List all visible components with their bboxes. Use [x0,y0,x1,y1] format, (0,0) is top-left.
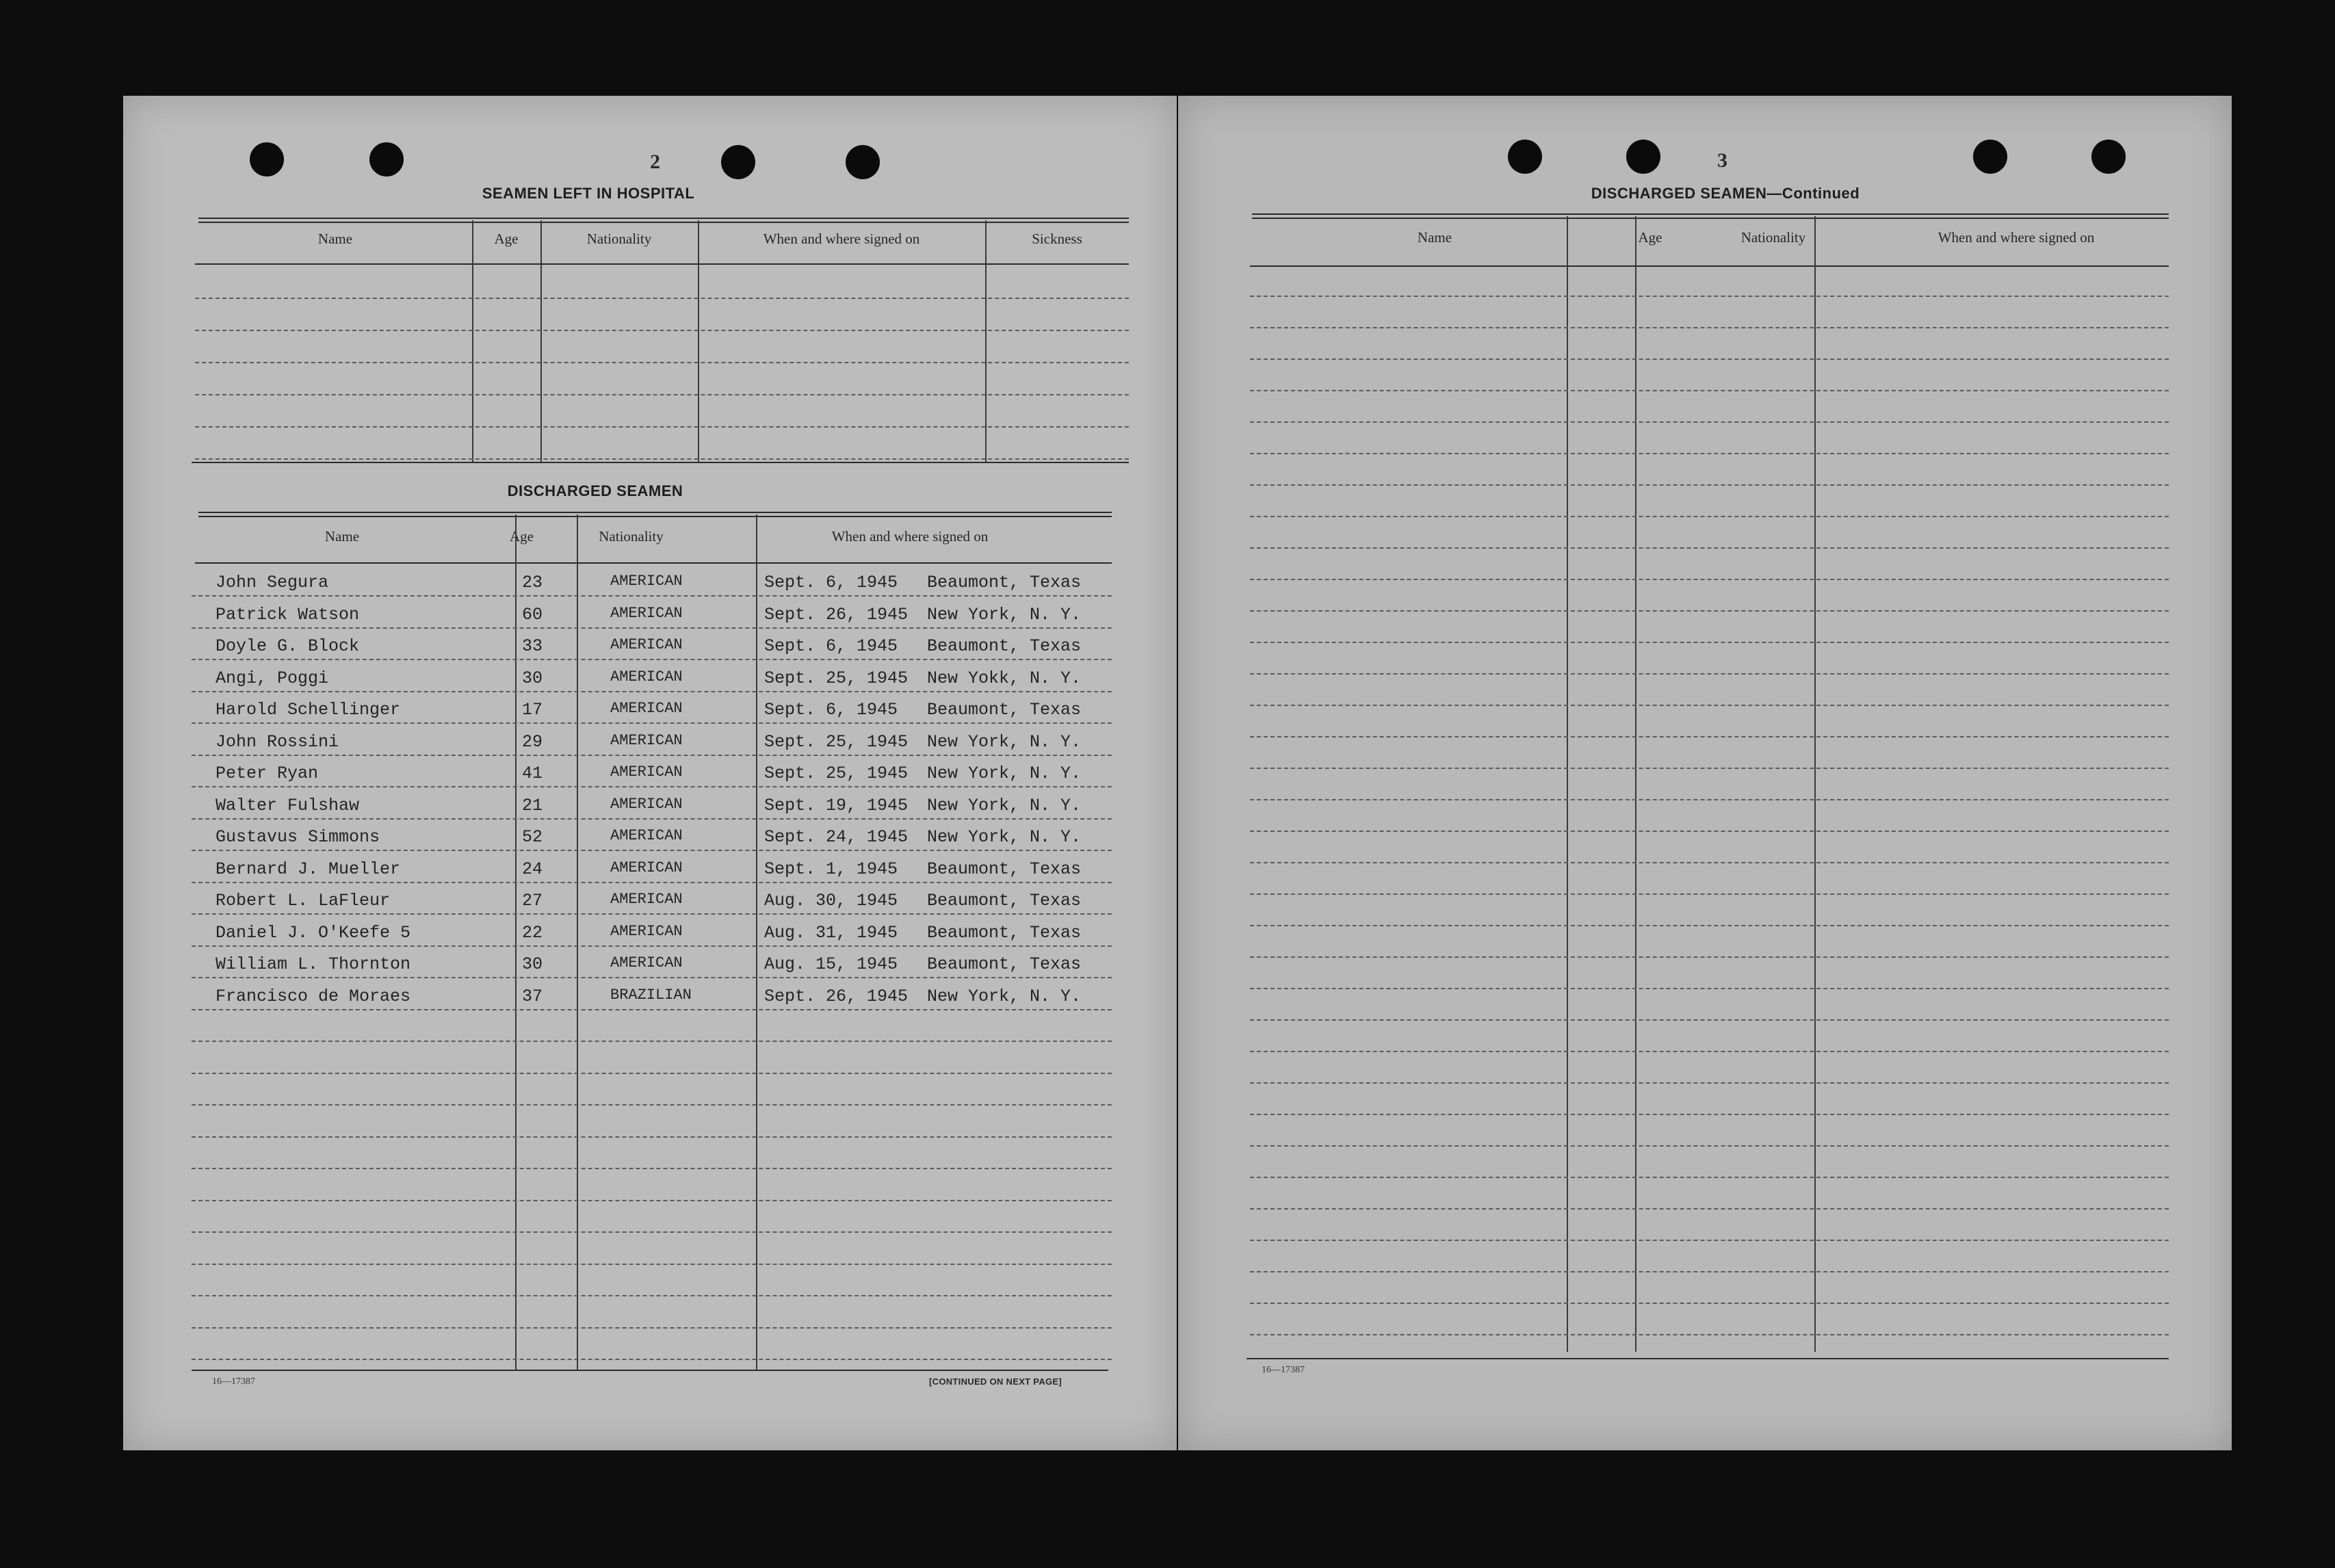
page-number: 2 [650,151,660,173]
hospital-header-bottom-rule [195,263,1129,265]
seaman-nationality: AMERICAN [610,763,683,781]
seaman-name: Robert L. LaFleur [216,891,391,911]
row-line [1250,579,2169,580]
seaman-name: Walter Fulshaw [216,796,360,815]
signed-on-date: Sept. 1, 1945 [764,859,898,879]
signed-on-place: Beaumont, Texas [927,891,1082,911]
row-line [1250,547,2169,549]
col-age-header: Age [1638,229,1662,246]
seaman-nationality: AMERICAN [610,732,683,749]
signed-on-place: New Yokk, N. Y. [927,668,1082,688]
row-line [1250,1271,2169,1272]
signed-on-place: New York, N. Y. [927,763,1082,783]
row-line [1250,1240,2169,1241]
seaman-name: John Segura [216,573,329,592]
seaman-age: 17 [522,700,543,720]
table-row [123,923,1177,950]
hospital-header-top-rule [198,218,1129,223]
row-line [1250,484,2169,486]
signed-on-place: New York, N. Y. [927,605,1082,625]
table-row [123,763,1177,791]
punch-hole [250,142,284,177]
column-divider [1635,216,1636,1352]
row-line [192,1231,1112,1233]
col-age-header: Age [510,528,534,545]
discharged-header-bottom-rule [195,562,1112,564]
row-line [1250,736,2169,737]
seaman-name: Bernard J. Mueller [216,859,401,879]
row-line [192,1264,1112,1265]
column-divider [1567,216,1568,1352]
signed-on-date: Sept. 25, 1945 [764,732,909,752]
discharged-header-top-rule [198,512,1112,517]
col-age-header: Age [494,231,519,247]
row-line [1250,610,2169,612]
row-line [1250,893,2169,895]
col-sickness-header: Sickness [1032,231,1082,247]
row-line [1250,390,2169,391]
punch-hole [846,145,880,179]
table-row [123,859,1177,887]
signed-on-date: Sept. 24, 1945 [764,827,909,847]
right-header-bottom-rule [1250,265,2169,267]
hospital-bottom-rule [192,462,1129,463]
row-line [1250,673,2169,675]
signed-on-place: New York, N. Y. [927,796,1082,815]
seaman-age: 41 [522,763,543,783]
signed-on-place: Beaumont, Texas [927,573,1082,592]
signed-on-place: Beaumont, Texas [927,923,1082,943]
row-line [192,1041,1112,1042]
signed-on-date: Sept. 6, 1945 [764,636,898,656]
punch-hole [2091,140,2126,174]
seaman-age: 30 [522,954,543,974]
row-line [1250,1208,2169,1210]
signed-on-date: Sept. 19, 1945 [764,796,909,815]
row-line [1250,296,2169,297]
punch-hole [1626,140,1660,174]
col-nationality-header: Nationality [1740,229,1806,246]
seaman-name: Angi, Poggi [216,668,329,688]
row-line [1250,1334,2169,1335]
seaman-age: 29 [522,732,543,752]
signed-on-date: Sept. 26, 1945 [764,986,909,1006]
row-line [1250,925,2169,926]
table-row [123,636,1177,664]
row-line [1250,988,2169,989]
seaman-age: 37 [522,986,543,1006]
row-line [1250,799,2169,800]
row-line [192,1104,1112,1106]
row-line [192,1168,1112,1169]
seaman-nationality: AMERICAN [610,700,683,717]
seaman-name: John Rossini [216,732,339,752]
col-nationality-header: Nationality [599,528,664,545]
col-name-header: Name [317,231,353,247]
row-line [1250,327,2169,328]
signed-on-date: Sept. 26, 1945 [764,605,909,625]
signed-on-date: Aug. 31, 1945 [764,923,898,943]
discharged-continued-title: DISCHARGED SEAMEN—Continued [1591,185,1860,202]
row-line [192,1200,1112,1201]
row-line [195,298,1129,299]
seaman-nationality: AMERICAN [610,827,683,844]
signed-on-place: New York, N. Y. [927,732,1082,752]
seaman-nationality: AMERICAN [610,891,683,908]
col-name-header: Name [1417,229,1452,246]
signed-on-date: Sept. 25, 1945 [764,668,909,688]
seaman-name: Francisco de Moraes [216,986,411,1006]
table-row [123,732,1177,759]
row-line [1250,705,2169,706]
row-line [1250,956,2169,958]
seaman-age: 33 [522,636,543,656]
row-line [1250,453,2169,454]
row-line [1250,1051,2169,1052]
row-line [1250,862,2169,863]
table-row [123,986,1177,1014]
row-line [192,1359,1112,1360]
row-line [1250,1019,2169,1021]
signed-on-place: Beaumont, Texas [927,859,1082,879]
row-line [1250,1114,2169,1115]
seaman-nationality: AMERICAN [610,859,683,876]
table-row [123,700,1177,727]
seaman-age: 30 [522,668,543,688]
signed-on-place: Beaumont, Texas [927,700,1082,720]
seaman-nationality: AMERICAN [610,954,683,971]
seaman-age: 27 [522,891,543,911]
seaman-age: 23 [522,573,543,592]
row-line [1250,642,2169,643]
signed-on-place: Beaumont, Texas [927,636,1082,656]
col-name-header: Name [324,528,360,545]
page-number: 3 [1717,149,1727,172]
row-line [1250,831,2169,832]
seaman-nationality: AMERICAN [610,573,683,590]
row-line [195,394,1129,395]
signed-on-date: Aug. 30, 1945 [764,891,898,911]
seaman-nationality: BRAZILIAN [610,986,692,1004]
seaman-age: 21 [522,796,543,815]
seaman-name: Harold Schellinger [216,700,401,720]
seaman-name: Peter Ryan [216,763,319,783]
seaman-nationality: AMERICAN [610,923,683,940]
table-row [123,668,1177,696]
seaman-name: Gustavus Simmons [216,827,380,847]
signed-on-place: New York, N. Y. [927,986,1082,1006]
row-line [192,1295,1112,1296]
signed-on-date: Sept. 6, 1945 [764,573,898,592]
form-number: 16—17387 [1262,1365,1305,1375]
table-row [123,796,1177,823]
row-line [195,330,1129,331]
row-line [1250,516,2169,517]
right-page [1178,96,2232,1450]
table-row [123,573,1177,600]
row-line [192,1073,1112,1074]
col-signed-on-header: When and where signed on [1938,229,2095,246]
seaman-nationality: AMERICAN [610,636,683,653]
seaman-nationality: AMERICAN [610,605,683,622]
seaman-age: 52 [522,827,543,847]
right-bottom-rule [1247,1358,2169,1359]
punch-hole [1508,140,1542,174]
form-number: 16—17387 [212,1376,255,1387]
row-line [1250,1303,2169,1304]
seaman-name: Patrick Watson [216,605,360,625]
discharged-section-title: DISCHARGED SEAMEN [507,482,683,499]
seaman-age: 24 [522,859,543,879]
col-signed-on-header: When and where signed on [763,231,920,247]
table-row [123,891,1177,918]
row-line [1250,768,2169,769]
seaman-age: 60 [522,605,543,625]
col-signed-on-header: When and where signed on [831,528,989,545]
signed-on-date: Sept. 25, 1945 [764,763,909,783]
col-nationality-header: Nationality [586,231,652,247]
punch-hole [721,145,755,179]
seaman-nationality: AMERICAN [610,668,683,685]
signed-on-date: Sept. 6, 1945 [764,700,898,720]
discharged-bottom-rule [192,1370,1108,1371]
table-row [123,954,1177,982]
column-divider [1814,216,1816,1352]
table-row [123,827,1177,854]
punch-hole [1973,140,2007,174]
right-header-top-rule [1252,213,2169,219]
seaman-age: 22 [522,923,543,943]
row-line [1250,421,2169,423]
row-line [1250,1082,2169,1084]
seaman-name: Doyle G. Block [216,636,360,656]
table-row [123,605,1177,632]
hospital-section-title: SEAMEN LEFT IN HOSPITAL [482,185,695,202]
continued-note: [CONTINUED ON NEXT PAGE] [929,1376,1062,1387]
row-line [195,426,1129,428]
row-line [195,362,1129,363]
seaman-nationality: AMERICAN [610,796,683,813]
row-line [195,458,1129,460]
punch-hole [369,142,404,177]
seaman-name: Daniel J. O'Keefe 5 [216,923,411,943]
signed-on-place: Beaumont, Texas [927,954,1082,974]
row-line [192,1327,1112,1329]
row-line [1250,1145,2169,1147]
row-line [1250,358,2169,360]
seaman-name: William L. Thornton [216,954,411,974]
row-line [1250,1177,2169,1178]
row-line [192,1136,1112,1138]
left-page [123,96,1177,1450]
signed-on-date: Aug. 15, 1945 [764,954,898,974]
signed-on-place: New York, N. Y. [927,827,1082,847]
